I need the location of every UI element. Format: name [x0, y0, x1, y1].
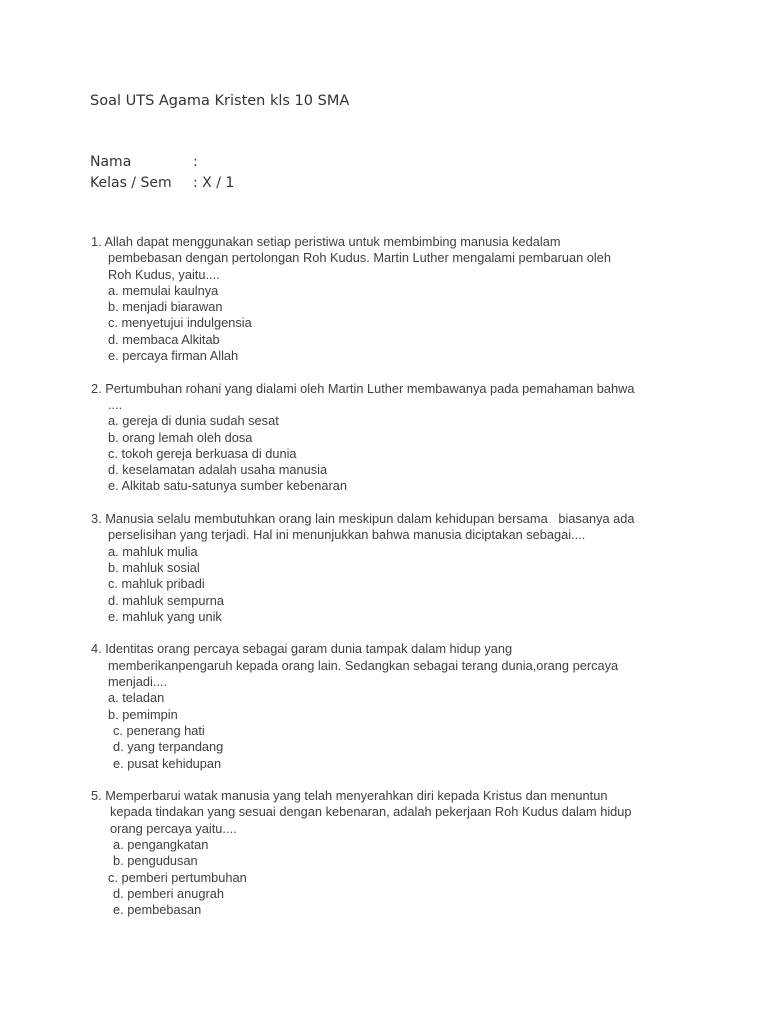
question-text-line: 5. Memperbarui watak manusia yang telah menyerahkan diri kepada Kristus dan menuntun — [91, 788, 608, 804]
document-title: Soal UTS Agama Kristen kls 10 SMA — [90, 93, 350, 109]
answer-option-a: a. gereja di dunia sudah sesat — [108, 413, 279, 429]
answer-option-c: c. penerang hati — [113, 722, 205, 738]
question-text-line: .... — [108, 396, 123, 412]
answer-option-c: c. tokoh gereja berkuasa di dunia — [108, 445, 297, 461]
answer-option-b: b. pemimpin — [108, 706, 178, 722]
answer-option-d: d. pemberi anugrah — [113, 885, 224, 901]
question-3 — [91, 511, 731, 625]
answer-option-b: b. mahluk sosial — [108, 559, 200, 575]
question-text-line: 2. Pertumbuhan rohani yang dialami oleh Martin Luther membawanya pada pemahaman bahwa — [91, 380, 635, 396]
answer-option-d: d. mahluk sempurna — [108, 592, 224, 608]
question-2 — [91, 381, 731, 495]
class-semester-value: : X / 1 — [193, 175, 235, 191]
question-text-line: menjadi.... — [108, 674, 168, 690]
answer-option-a: a. pengangkatan — [113, 836, 209, 852]
answer-option-e: e. Alkitab satu-satunya sumber kebenaran — [108, 478, 348, 494]
question-5 — [91, 788, 731, 918]
name-label: Nama — [90, 154, 132, 170]
answer-option-d: d. keselamatan adalah usaha manusia — [108, 462, 328, 478]
question-text-line: pembebasan dengan pertolongan Roh Kudus. Martin Luther mengalami pembaruan oleh — [108, 250, 611, 266]
answer-option-a: a. memulai kaulnya — [108, 282, 219, 298]
answer-option-d: d. yang terpandang — [113, 739, 224, 755]
question-1 — [91, 234, 731, 364]
answer-option-e: e. mahluk yang unik — [108, 608, 222, 624]
answer-option-a: a. teladan — [108, 690, 165, 706]
question-text-line: 1. Allah dapat menggunakan setiap peristiwa untuk membimbing manusia kedalam — [91, 234, 561, 249]
question-text-line: kepada tindakan yang sesuai dengan kebenaran, adalah pekerjaan Roh Kudus dalam hidup — [110, 804, 632, 820]
question-text-line: orang percaya yaitu.... — [110, 820, 237, 836]
answer-option-c: c. pemberi pertumbuhan — [108, 869, 247, 885]
answer-option-b: b. menjadi biarawan — [108, 299, 223, 315]
answer-option-c: c. menyetujui indulgensia — [108, 315, 252, 331]
question-text-line: perselisihan yang terjadi. Hal ini menunjukkan bahwa manusia diciptakan sebagai.... — [108, 527, 586, 543]
answer-option-d: d. membaca Alkitab — [108, 331, 220, 347]
question-4 — [91, 641, 731, 771]
answer-option-b: b. pengudusan — [113, 853, 198, 869]
question-text-line: 4. Identitas orang percaya sebagai garam dunia tampak dalam hidup yang — [91, 641, 513, 657]
answer-option-e: e. pembebasan — [113, 902, 202, 918]
answer-option-b: b. orang lemah oleh dosa — [108, 429, 253, 445]
name-value: : — [193, 154, 198, 170]
answer-option-a: a. mahluk mulia — [108, 543, 198, 559]
question-text-line: Roh Kudus, yaitu.... — [108, 266, 220, 282]
class-semester-label: Kelas / Sem — [90, 175, 172, 191]
answer-option-e: e. percaya firman Allah — [108, 348, 239, 364]
answer-option-c: c. mahluk pribadi — [108, 576, 205, 592]
question-text-line: memberikanpengaruh kepada orang lain. Sedangkan sebagai terang dunia,orang percaya — [108, 657, 619, 673]
question-list — [91, 234, 731, 935]
answer-option-e: e. pusat kehidupan — [113, 755, 222, 771]
question-text-line: 3. Manusia selalu membutuhkan orang lain meskipun dalam kehidupan bersama biasanya ada — [91, 511, 635, 527]
